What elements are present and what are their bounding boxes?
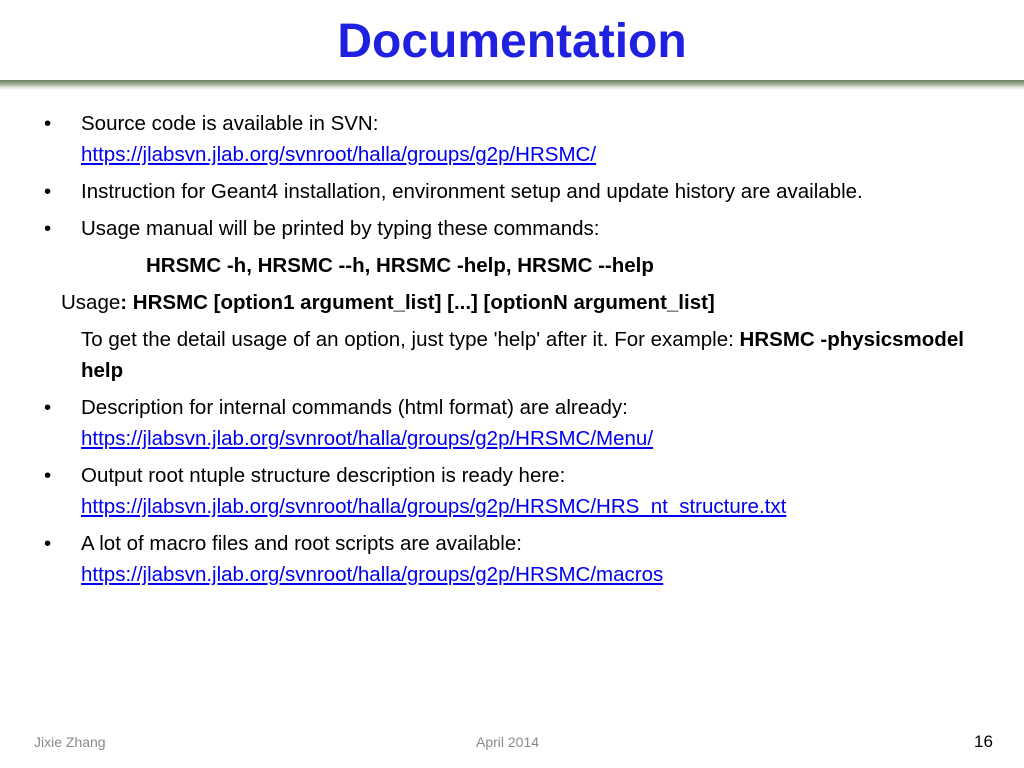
footer-author: Jixie Zhang xyxy=(34,734,106,750)
item-text: A lot of macro files and root scripts are available: xyxy=(81,532,522,555)
slide-title: Documentation xyxy=(337,15,687,68)
list-item-source-code xyxy=(0,108,1024,170)
item-text: Output root ntuple structure description is ready here: xyxy=(81,464,566,487)
usage-line xyxy=(0,287,1024,318)
bullet-icon: • xyxy=(44,217,52,240)
list-item-internal-commands xyxy=(0,392,1024,454)
menu-link[interactable]: https://jlabsvn.jlab.org/svnroot/halla/groups/g2p/HRSMC/Menu/ xyxy=(81,427,654,450)
help-commands: HRSMC -h, HRSMC --h, HRSMC -help, HRSMC --help xyxy=(146,254,654,277)
list-item-geant4-instructions xyxy=(0,176,1024,207)
list-item-usage-manual xyxy=(0,213,1024,244)
item-text: Source code is available in SVN: xyxy=(81,112,379,135)
macros-link[interactable]: https://jlabsvn.jlab.org/svnroot/halla/groups/g2p/HRSMC/macros xyxy=(81,563,664,586)
bullet-icon: • xyxy=(44,180,52,203)
detail-text: To get the detail usage of an option, just type 'help' after it. For example: xyxy=(81,328,740,351)
usage-label: Usage xyxy=(61,291,121,314)
option-help-detail xyxy=(0,324,1024,386)
item-text: Usage manual will be printed by typing these commands: xyxy=(81,217,600,240)
bullet-icon: • xyxy=(44,464,52,487)
detail-example: HRSMC -physicsmodel help xyxy=(81,328,964,382)
slide-body xyxy=(0,108,1024,596)
footer-date: April 2014 xyxy=(476,734,540,750)
ntuple-structure-link[interactable]: https://jlabsvn.jlab.org/svnroot/halla/groups/g2p/HRSMC/HRS_nt_structure.txt xyxy=(81,495,787,518)
svn-source-link[interactable]: https://jlabsvn.jlab.org/svnroot/halla/groups/g2p/HRSMC/ xyxy=(81,143,597,166)
bullet-icon: • xyxy=(44,112,52,135)
page-number: 16 xyxy=(974,732,993,751)
item-text: Instruction for Geant4 installation, environment setup and update history are available. xyxy=(81,180,863,203)
usage-syntax: : HRSMC [option1 argument_list] [...] [optionN argument_list] xyxy=(120,291,715,314)
bullet-icon: • xyxy=(44,396,52,419)
item-text: Description for internal commands (html format) are already: xyxy=(81,396,628,419)
list-item-macros xyxy=(0,528,1024,590)
bullet-icon: • xyxy=(44,532,52,555)
title-divider-shadow xyxy=(0,86,1024,90)
list-item-ntuple-structure xyxy=(0,460,1024,522)
